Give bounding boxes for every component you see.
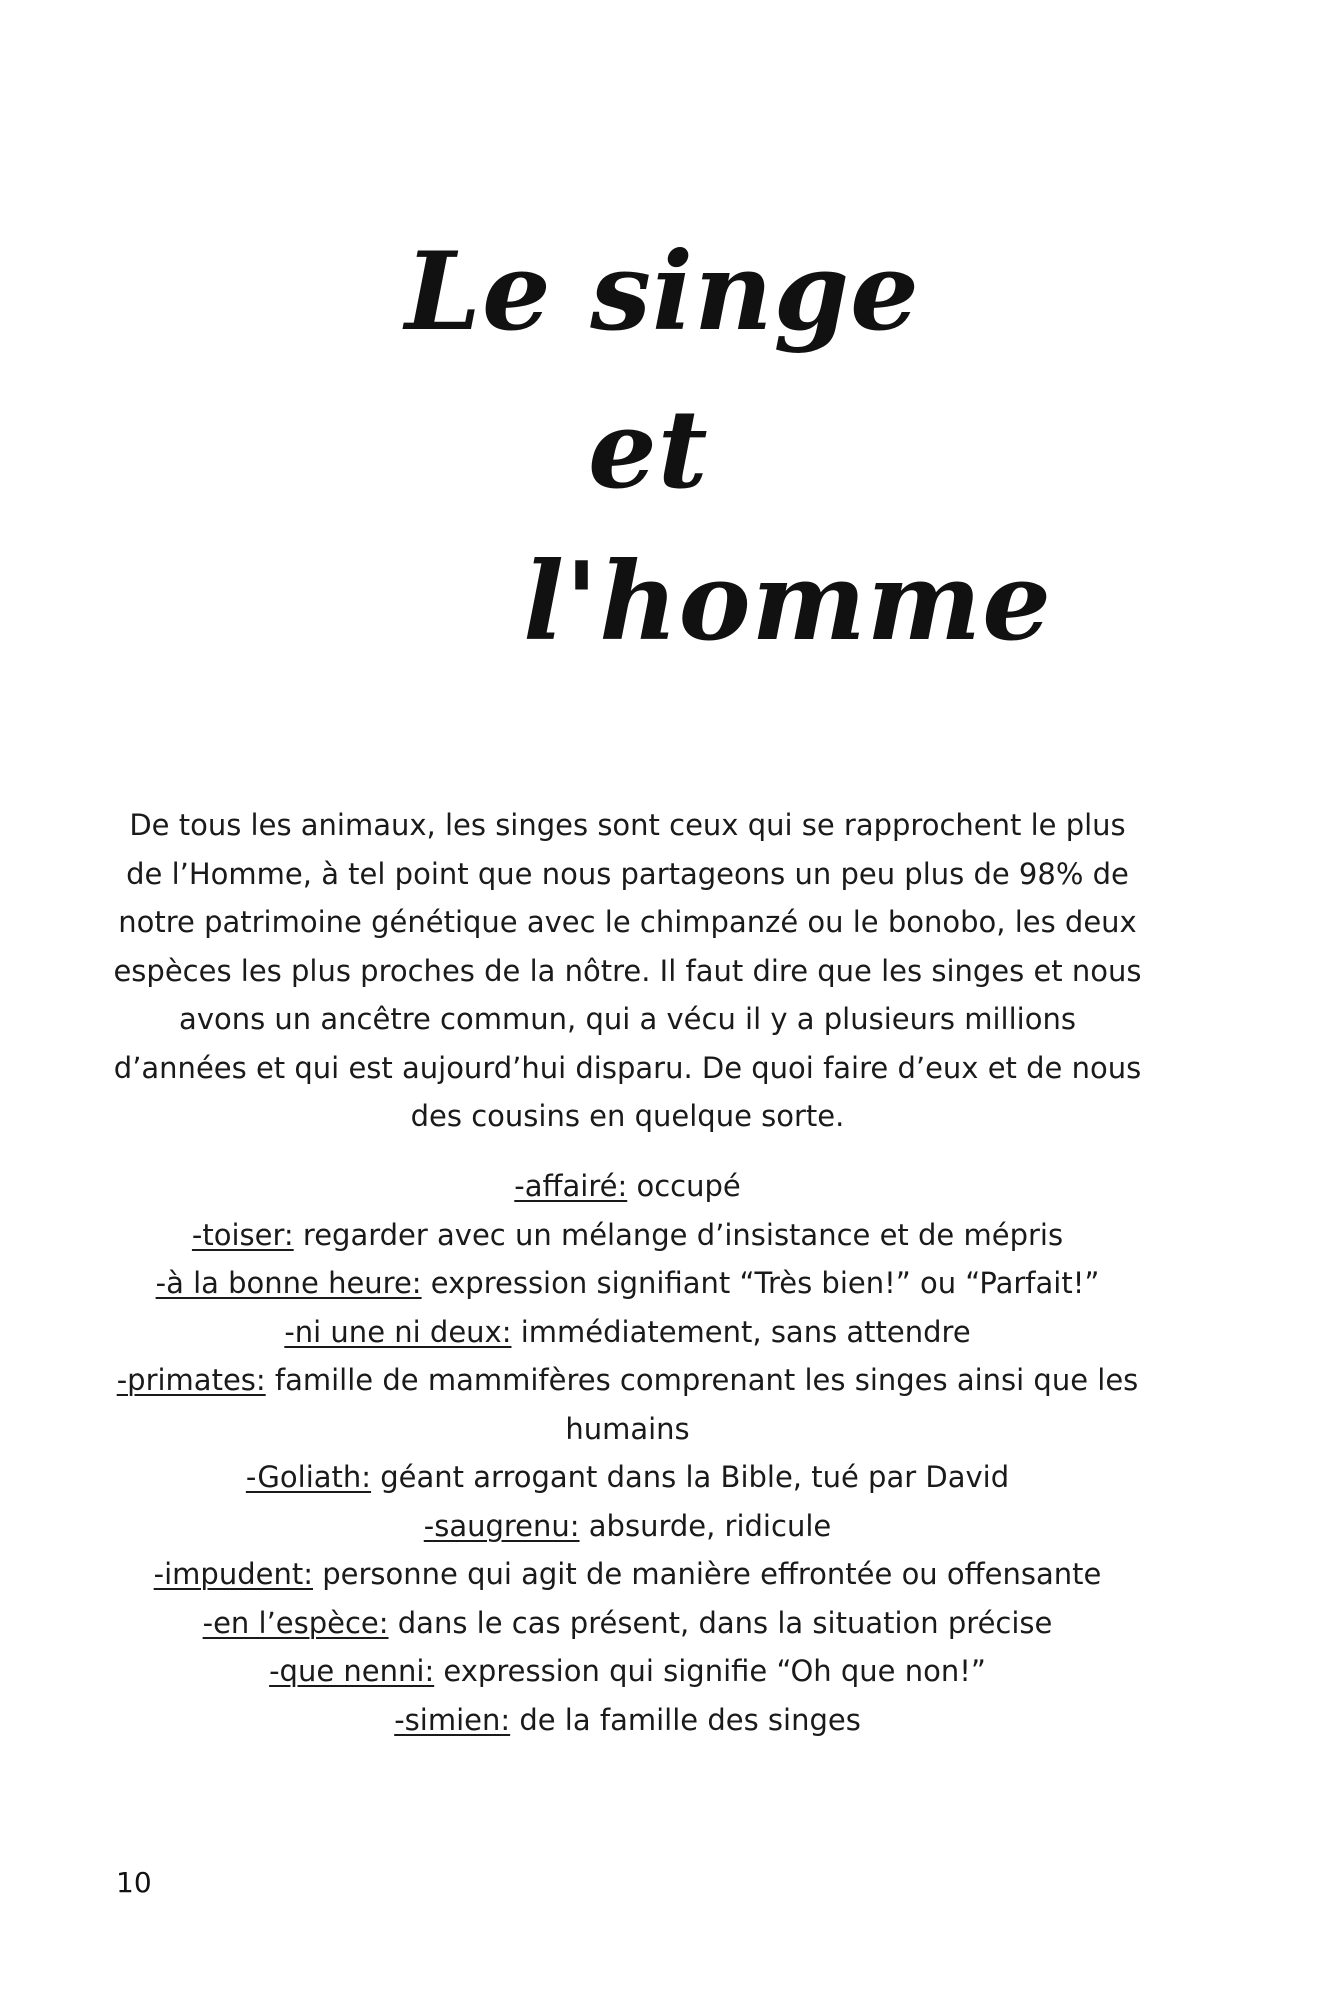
glossary-definition: regarder avec un mélange d’insistance et de mépris — [293, 1217, 1064, 1252]
glossary-term: -saugrenu: — [423, 1508, 580, 1543]
title-line-3: l'homme — [523, 539, 1052, 665]
title-line-1: Le singe — [405, 229, 920, 355]
glossary-term: -ni une ni deux: — [284, 1314, 512, 1349]
glossary-entry — [110, 1308, 1145, 1357]
glossary-entry — [110, 1453, 1145, 1502]
glossary-definition: expression qui signifie “Oh que non!” — [434, 1654, 986, 1688]
glossary-entry — [110, 1259, 1145, 1308]
glossary-definition: expression signifiant “Très bien!” ou “Parfait!” — [421, 1266, 1100, 1300]
glossary-term: -impudent: — [153, 1557, 313, 1591]
glossary-term: -primates: — [116, 1363, 266, 1397]
glossary-term: -Goliath: — [245, 1460, 372, 1494]
intro-paragraph: De tous les animaux, les singes sont ceux qui se rapprochent le plus de l’Homme, à tel point que nous partageons un peu plus de 98% de notre patrimoine génétique avec le chimpanzé ou le bonobo, les deux espèces les plus proches de la nôtre. Il faut dire que les singes et nous avons un ancêtre commun, qui a vécu il y a plusieurs millions d’années et qui est aujourd’hui disparu. De quoi faire d’eux et de nous des cousins en quelque sorte. — [113, 808, 1142, 1133]
glossary-term: -que nenni: — [269, 1654, 435, 1688]
glossary-definition: absurde, ridicule — [579, 1508, 832, 1543]
glossary-list — [110, 1162, 1145, 1744]
glossary-definition: famille de mammifères comprenant les singes ainsi que les humains — [265, 1363, 1139, 1446]
glossary-term: -en l’espèce: — [202, 1605, 389, 1640]
glossary-entry — [110, 1599, 1145, 1648]
glossary-definition: occupé — [627, 1169, 741, 1203]
glossary-entry — [110, 1502, 1145, 1551]
glossary-entry — [110, 1211, 1145, 1260]
glossary-term: -affairé: — [514, 1169, 628, 1203]
glossary-entry — [110, 1696, 1145, 1745]
glossary-term: -toiser: — [191, 1217, 294, 1252]
glossary-entry — [110, 1647, 1145, 1696]
glossary-definition: immédiatement, sans attendre — [511, 1314, 971, 1349]
glossary-entry — [110, 1550, 1145, 1599]
glossary-definition: dans le cas présent, dans la situation précise — [388, 1605, 1053, 1640]
glossary-definition: de la famille des singes — [510, 1702, 861, 1737]
glossary-entry — [110, 1162, 1145, 1211]
glossary-definition: personne qui agit de manière effrontée ou offensante — [313, 1557, 1102, 1591]
glossary-definition: géant arrogant dans la Bible, tué par David — [371, 1460, 1010, 1494]
page-number: 10 — [116, 1866, 152, 1899]
glossary-term: -simien: — [394, 1702, 511, 1737]
glossary-term: -à la bonne heure: — [155, 1266, 422, 1300]
title-line-2: et — [588, 387, 709, 513]
glossary-entry — [110, 1356, 1145, 1453]
